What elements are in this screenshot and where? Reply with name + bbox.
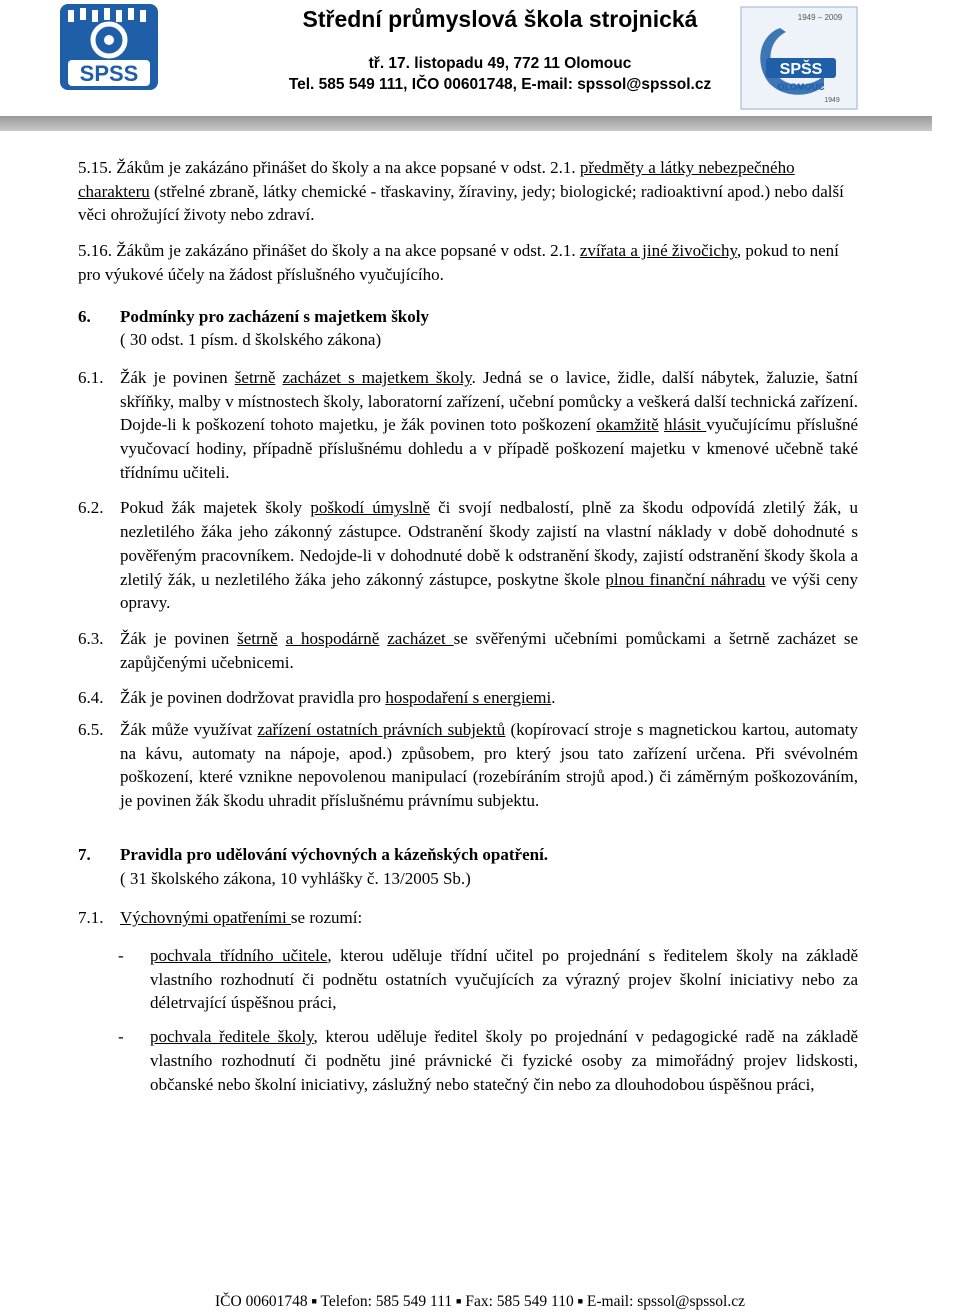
footer-email: E-mail: spssol@spssol.cz (586, 1293, 745, 1310)
paragraph-text (120, 906, 858, 930)
logo-years: 1949 – 2009 (797, 13, 843, 22)
section-reference: ( 30 odst. 1 písm. d školského zákona) (120, 330, 382, 350)
paragraph-7-1 (0, 906, 960, 930)
paragraph-number: 6.3. (78, 628, 104, 648)
underlined-text: hlásit (664, 415, 707, 435)
text-segment: Žákům je zakázáno přinášet do školy a na akce popsané v odst. 2.1. (116, 158, 580, 177)
section-title-block (120, 305, 858, 352)
text-segment: se rozumí: (290, 908, 363, 928)
paragraph-5-15 (0, 156, 960, 227)
logo-right-text: SPŠS (779, 61, 823, 78)
footer-fax: Fax: 585 549 110 (465, 1293, 574, 1310)
paragraph-text (120, 496, 858, 615)
header-divider-bar (0, 116, 932, 131)
footer-separator: ■ (456, 1296, 462, 1306)
page-footer (0, 1293, 960, 1311)
list-item-text (150, 944, 858, 1015)
paragraph-6-4 (0, 686, 960, 710)
school-name: Střední průmyslová škola strojnická (302, 6, 698, 32)
text-segment: či svojí nedbalostí, plně za škodu odpovídá zletilý žák, u nezletilého žáka jeho zákonný zástupce. Odstranění škody zajistí na vlastní náklady v době dohodnuté s pověřeným pracovníkem. Nedojde-li v dohodnuté době k odstranění škody, zajistí odstranění škody škola a zletilý žák, u nezletilého žáka jeho zákonný zástupce, poskytne škole (120, 498, 858, 589)
underlined-text: hospodaření s energiemi (385, 688, 552, 708)
list-item (0, 944, 960, 1015)
underlined-text: okamžitě (596, 415, 659, 435)
section-number: 7. (78, 844, 91, 864)
paragraph-text (78, 239, 858, 286)
underlined-text: pochvala třídního učitele (150, 945, 328, 965)
text-segment: Pokud žák majetek školy (120, 498, 311, 518)
section-title: Pravidla pro udělování výchovných a kázeňských opatření. (120, 844, 549, 864)
logo-year-small: 1949 (824, 97, 840, 104)
paragraph-text (120, 686, 858, 710)
list-dash: - (118, 1027, 124, 1047)
paragraph-6-3 (0, 627, 960, 674)
paragraph-5-16 (0, 239, 960, 286)
paragraph-number: 6.5. (78, 720, 104, 740)
underlined-text: plnou finanční náhradu (605, 569, 766, 589)
section-number: 6. (78, 306, 91, 326)
text-segment: Žákům je zakázáno přinášet do školy a na akce popsané v odst. 2.1. (116, 241, 580, 261)
underlined-text: šetrně (237, 628, 278, 648)
underlined-text: předměty a látky nebezpečného charakteru (78, 158, 795, 201)
underlined-text: zacházet (387, 628, 454, 648)
paragraph-number: 5.16. (78, 241, 112, 261)
text-segment: , pokud to není pro výukové účely na žádost příslušného vyučujícího. (78, 241, 839, 284)
document-body (0, 150, 960, 1096)
page-header (0, 0, 960, 135)
anniversary-logo-icon (740, 6, 858, 110)
text-segment: (střelné zbraně, látky chemické - třaskaviny, žíraviny, jedy; biologické; radioaktivní apod.) nebo další věci ohrožující životy nebo zdraví. (78, 181, 844, 225)
footer-separator: ■ (311, 1296, 317, 1306)
footer-ico: IČO 00601748 (215, 1293, 308, 1310)
underlined-text: Výchovnými opatřeními (120, 908, 291, 928)
logo-left-text: SPSS (79, 61, 139, 86)
underlined-text: a hospodárně (285, 628, 380, 648)
underlined-text: poškodí úmyslně (310, 498, 430, 518)
text-segment: ve výši ceny opravy. (120, 569, 858, 613)
text-segment: Žák je povinen dodržovat pravidla pro (120, 688, 386, 708)
text-segment: , kterou uděluje ředitel školy po projednání v pedagogické radě na základě vlastního rozhodnutí či podnětu jiné právnické či fyzické osoby za mimořádný projev lidskosti, občanské nebo školní iniciativy, záslužný nebo statečný čin nebo za dlouhodobou úspěšnou práci, (150, 1027, 858, 1094)
section-title: Podmínky pro zacházení s majetkem školy (120, 306, 429, 326)
section-7-heading (0, 843, 960, 890)
underlined-text: šetrně (234, 367, 276, 387)
paragraph-number: 6.1. (78, 367, 104, 387)
text-segment: Žák je povinen (120, 628, 238, 648)
paragraph-number: 7.1. (78, 908, 104, 928)
paragraph-text (120, 366, 858, 485)
list-item-text (150, 1025, 858, 1096)
text-segment: . (551, 688, 556, 708)
paragraph-text (78, 156, 858, 227)
text-segment: vyučujícímu příslušné vyučovací hodiny, případně příslušnému dohledu a v případě poškození majetku v kmenové učebně také třídnímu učiteli. (120, 415, 859, 482)
paragraph-6-2 (0, 496, 960, 615)
section-reference: ( 31 školského zákona, 10 vyhlášky č. 13/2005 Sb.) (120, 868, 471, 888)
school-logo-gear-icon (60, 4, 158, 90)
text-segment: (kopírovací stroje s magnetickou kartou, automaty na kávu, automaty na nápoje, apod.) způsobem, pro který jsou tato zařízení určena. Při svévolném poškození, které vznikne nepovolenou manipulací (rozebíráním strojů apod.) či záměrným poškozováním, je povinen žák škodu uhradit příslušnému právnímu subjektu. (120, 720, 859, 811)
underlined-text: zacházet s majetkem školy (282, 367, 472, 387)
paragraph-number: 6.4. (78, 688, 104, 708)
underlined-text: pochvala ředitele školy (150, 1027, 314, 1047)
text-segment: Žák je povinen (120, 367, 235, 387)
paragraph-text (120, 718, 858, 813)
logo-city: OLOMOUC (777, 82, 825, 92)
paragraph-number: 5.15. (78, 158, 112, 177)
underlined-text: zvířata a jiné živočichy (579, 241, 737, 261)
text-segment: . Jedná se o lavice, židle, další nábytek, žaluzie, šatní skříňky, malby v místnostech školy, laboratorní zařízení, učební pomůcky a veškerá další technická zařízení. Dojde-li k poškození tohoto majetku, je žák povinen toto poškození (120, 367, 858, 435)
paragraph-text (120, 627, 858, 674)
school-address: tř. 17. listopadu 49, 772 11 Olomouc (368, 55, 632, 72)
footer-separator: ■ (577, 1296, 584, 1306)
text-segment (278, 629, 286, 648)
text-segment: Žák může využívat (120, 720, 258, 740)
school-contact: Tel. 585 549 111, IČO 00601748, E-mail: spssol@spssol.cz (288, 76, 712, 93)
section-title-block (120, 843, 858, 890)
paragraph-6-5 (0, 718, 960, 813)
section-6-heading (0, 305, 960, 352)
paragraph-number: 6.2. (78, 498, 104, 518)
paragraph-6-1 (0, 366, 960, 485)
list-dash: - (118, 945, 124, 965)
underlined-text: zařízení ostatních právních subjektů (257, 720, 506, 740)
footer-phone: Telefon: 585 549 111 (320, 1293, 453, 1310)
list-item (0, 1025, 960, 1096)
text-segment: se svěřenými učebními pomůckami a šetrně zacházet se zapůjčenými učebnicemi. (120, 628, 859, 672)
text-segment: , kterou uděluje třídní učitel po projednání s ředitelem školy na základě vlastního rozhodnutí či podnětu ostatních vyučujících za výrazný projev školní iniciativy nebo za déletrvající úspěšnou práci, (150, 945, 858, 1013)
